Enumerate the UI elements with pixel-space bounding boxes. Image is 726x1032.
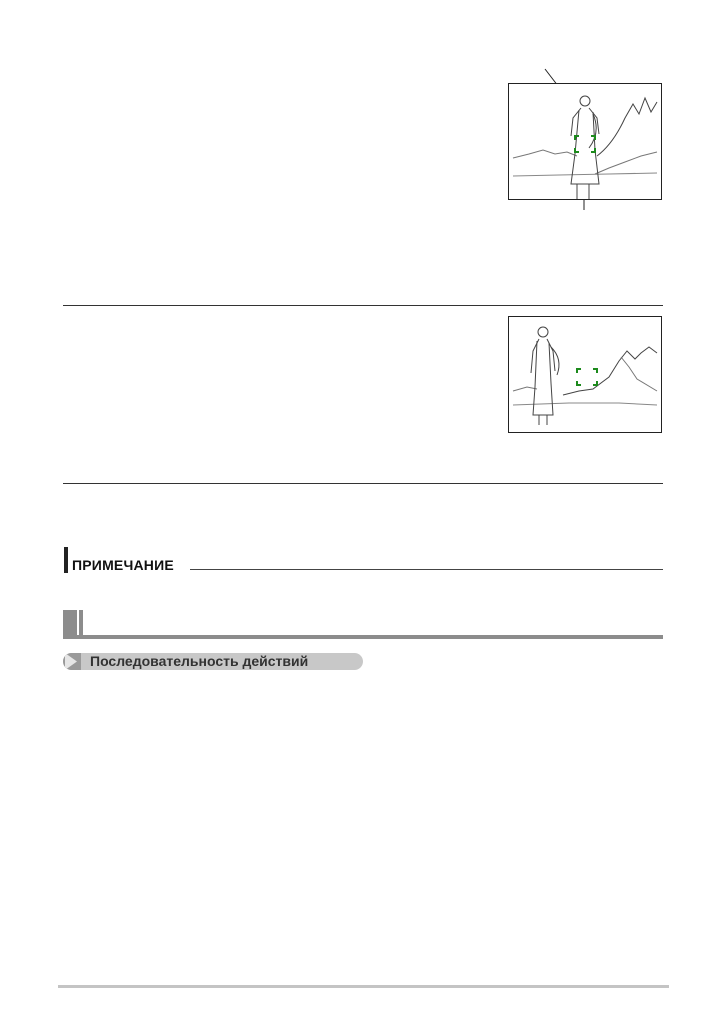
- footer-divider: [58, 985, 669, 988]
- landscape-drawing: [509, 84, 661, 199]
- note-label: ПРИМЕЧАНИЕ: [72, 557, 174, 573]
- section-marker-thin: [79, 610, 83, 637]
- sequence-heading: [63, 653, 363, 670]
- note-marker: [64, 547, 68, 573]
- focus-frame-icon: [577, 369, 597, 385]
- subject-focus-illustration: [508, 83, 662, 200]
- note-underline: [190, 569, 663, 570]
- section-underline: [63, 635, 663, 639]
- background-focus-illustration: [508, 316, 662, 433]
- divider-bottom: [63, 483, 663, 484]
- divider-top: [63, 305, 663, 306]
- sequence-label: Последовательность действий: [90, 653, 309, 669]
- section-marker: [63, 610, 77, 637]
- landscape-drawing-2: [509, 317, 661, 432]
- chevron-right-icon: [63, 653, 81, 670]
